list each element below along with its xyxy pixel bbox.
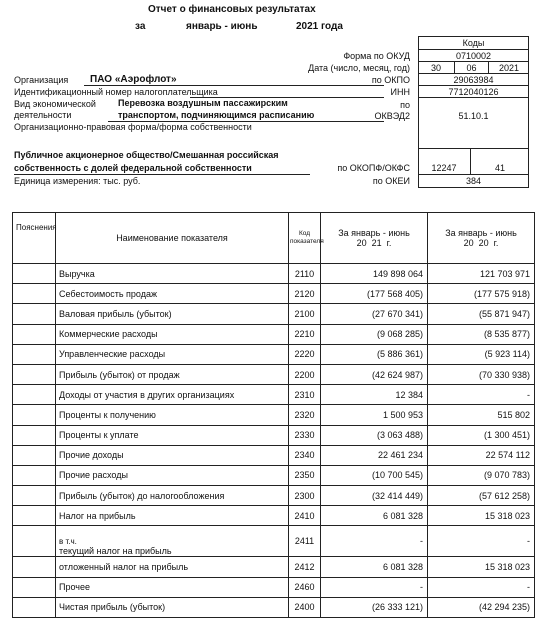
value-current: (32 414 449) — [321, 486, 428, 506]
table-header-row — [13, 213, 535, 264]
table-row — [13, 577, 535, 597]
value-previous: - — [428, 577, 535, 597]
legal-form-line-2: собственность с долей федеральной собственности — [14, 163, 252, 173]
value-current: 6 081 328 — [321, 506, 428, 526]
note-cell — [13, 557, 56, 577]
value-previous: 515 802 — [428, 405, 535, 425]
indicator-code: 2210 — [289, 324, 321, 344]
table-row — [13, 425, 535, 445]
indicator-name: Налог на прибыль — [56, 506, 289, 526]
note-cell — [13, 324, 56, 344]
indicator-name: Управленческие расходы — [56, 344, 289, 364]
indicator-code: 2110 — [289, 264, 321, 284]
indicator-code: 2340 — [289, 445, 321, 465]
period-prefix: за — [135, 21, 146, 32]
indicator-name — [56, 526, 289, 557]
indicator-code: 2200 — [289, 364, 321, 384]
table-row — [13, 344, 535, 364]
indicator-code: 2330 — [289, 425, 321, 445]
indicator-name: Чистая прибыль (убыток) — [56, 597, 289, 617]
indicator-name: отложенный налог на прибыль — [56, 557, 289, 577]
value-previous: - — [428, 385, 535, 405]
value-previous: 22 574 112 — [428, 445, 535, 465]
value-current: (3 063 488) — [321, 425, 428, 445]
table-row — [13, 284, 535, 304]
note-cell — [13, 486, 56, 506]
table-row — [13, 364, 535, 384]
okopf-value: 12247 — [431, 163, 457, 173]
okved-label-2: ОКВЭД2 — [374, 111, 410, 121]
col-name-header: Наименование показателя — [56, 213, 289, 264]
value-previous: (57 612 258) — [428, 486, 535, 506]
value-previous: 15 318 023 — [428, 506, 535, 526]
indicator-code: 2320 — [289, 405, 321, 425]
value-current: (9 068 285) — [321, 324, 428, 344]
indicator-code: 2412 — [289, 557, 321, 577]
period-year: 2021 года — [296, 21, 343, 32]
indicator-name: Проценты к получению — [56, 405, 289, 425]
activity-label-1: Вид экономической — [14, 99, 96, 109]
indicator-name: Прочие расходы — [56, 465, 289, 485]
note-cell — [13, 385, 56, 405]
indicator-code: 2350 — [289, 465, 321, 485]
value-current: (10 700 545) — [321, 465, 428, 485]
indicator-code: 2411 — [289, 526, 321, 557]
activity-line-2: транспортом, подчиняющимся расписанию — [118, 110, 315, 120]
value-current: 22 461 234 — [321, 445, 428, 465]
value-current: (26 333 121) — [321, 597, 428, 617]
value-previous: (55 871 947) — [428, 304, 535, 324]
value-previous: - — [428, 526, 535, 557]
value-previous: (1 300 451) — [428, 425, 535, 445]
note-cell — [13, 506, 56, 526]
financial-results-table — [12, 212, 535, 618]
value-previous: (177 575 918) — [428, 284, 535, 304]
indicator-name: Доходы от участия в других организациях — [56, 385, 289, 405]
value-current: (177 568 405) — [321, 284, 428, 304]
date-day: 30 — [430, 63, 441, 73]
col-cur-header — [321, 213, 428, 264]
note-cell — [13, 445, 56, 465]
indicator-name: Прибыль (убыток) до налогообложения — [56, 486, 289, 506]
okved-value: 51.10.1 — [458, 111, 489, 121]
okpo-value: 29063984 — [453, 75, 494, 85]
date-month: 06 — [466, 63, 477, 73]
indicator-code: 2220 — [289, 344, 321, 364]
indicator-name: Коммерческие расходы — [56, 324, 289, 344]
indicator-code: 2100 — [289, 304, 321, 324]
okpo-label: по ОКПО — [371, 75, 410, 85]
table-row — [13, 597, 535, 617]
value-previous: 15 318 023 — [428, 557, 535, 577]
value-current: - — [321, 526, 428, 557]
table-row — [13, 304, 535, 324]
inn-code-label: ИНН — [390, 87, 410, 97]
value-current: 6 081 328 — [321, 557, 428, 577]
indicator-code: 2300 — [289, 486, 321, 506]
value-current: 149 898 064 — [321, 264, 428, 284]
activity-label-2: деятельности — [14, 110, 72, 120]
value-previous: (5 923 114) — [428, 344, 535, 364]
indicator-name: Проценты к уплате — [56, 425, 289, 445]
col-prev-header — [428, 213, 535, 264]
okud-value: 0710002 — [455, 51, 492, 61]
value-current: (5 886 361) — [321, 344, 428, 364]
value-previous: 121 703 971 — [428, 264, 535, 284]
table-row — [13, 445, 535, 465]
table-row — [13, 557, 535, 577]
note-cell — [13, 597, 56, 617]
inn-value: 7712040126 — [448, 87, 499, 97]
okud-label: Форма по ОКУД — [343, 51, 410, 61]
note-cell — [13, 577, 56, 597]
value-current: (42 624 987) — [321, 364, 428, 384]
indicator-code: 2400 — [289, 597, 321, 617]
indicator-name: Прочее — [56, 577, 289, 597]
note-cell — [13, 425, 56, 445]
indicator-code: 2410 — [289, 506, 321, 526]
org-name: ПАО «Аэрофлот» — [90, 74, 177, 85]
legal-form-label: Организационно-правовая форма/форма собственности — [14, 122, 252, 132]
period: январь - июнь — [186, 21, 258, 32]
okopf-label: по ОКОПФ/ОКФС — [337, 163, 410, 173]
note-cell — [13, 344, 56, 364]
okfs-value: 41 — [494, 163, 505, 173]
value-previous: (70 330 938) — [428, 364, 535, 384]
indicator-prefix: в т.ч. — [59, 537, 77, 547]
col-prev-label: За январь - июнь — [445, 228, 517, 238]
value-current: (27 670 341) — [321, 304, 428, 324]
table-row — [13, 264, 535, 284]
col-cur-year: 20 21 г. — [356, 238, 392, 248]
indicator-name: Прибыль (убыток) от продаж — [56, 364, 289, 384]
inn-label: Идентификационный номер налогоплательщика — [14, 87, 218, 97]
date-year: 2021 — [498, 63, 520, 73]
value-previous: (42 294 235) — [428, 597, 535, 617]
okei-label: по ОКЕИ — [372, 176, 410, 186]
table-row — [13, 324, 535, 344]
indicator-name: Валовая прибыль (убыток) — [56, 304, 289, 324]
indicator-code: 2310 — [289, 385, 321, 405]
table-row — [13, 405, 535, 425]
table-row — [13, 506, 535, 526]
codes-heading: Коды — [462, 38, 485, 48]
table-row — [13, 526, 535, 557]
note-cell — [13, 526, 56, 557]
okved-label-1: по — [400, 100, 410, 110]
note-cell — [13, 284, 56, 304]
indicator-label: текущий налог на прибыль — [59, 546, 172, 557]
okei-value: 384 — [465, 176, 482, 186]
value-previous: (8 535 877) — [428, 324, 535, 344]
date-label: Дата (число, месяц, год) — [308, 63, 410, 73]
value-current: 12 384 — [321, 385, 428, 405]
col-note-header: Пояснения — [13, 213, 56, 264]
table-row — [13, 486, 535, 506]
indicator-name: Себестоимость продаж — [56, 284, 289, 304]
col-cur-label: За январь - июнь — [338, 228, 410, 238]
value-previous: (9 070 783) — [428, 465, 535, 485]
table-row — [13, 465, 535, 485]
note-cell — [13, 264, 56, 284]
table-row — [13, 385, 535, 405]
note-cell — [13, 405, 56, 425]
org-label: Организация — [14, 75, 69, 85]
col-prev-year: 20 20 г. — [463, 238, 499, 248]
indicator-name: Прочие доходы — [56, 445, 289, 465]
indicator-code: 2460 — [289, 577, 321, 597]
unit-label: Единица измерения: тыс. руб. — [14, 176, 141, 186]
report-title: Отчет о финансовых результатах — [148, 4, 316, 15]
value-current: - — [321, 577, 428, 597]
note-cell — [13, 465, 56, 485]
note-cell — [13, 364, 56, 384]
legal-form-line-1: Публичное акционерное общество/Смешанная российская — [14, 150, 279, 160]
note-cell — [13, 304, 56, 324]
value-current: 1 500 953 — [321, 405, 428, 425]
activity-line-1: Перевозка воздушным пассажирским — [118, 98, 288, 108]
indicator-code: 2120 — [289, 284, 321, 304]
indicator-name: Выручка — [56, 264, 289, 284]
col-code-header: Код показателя — [289, 213, 321, 264]
